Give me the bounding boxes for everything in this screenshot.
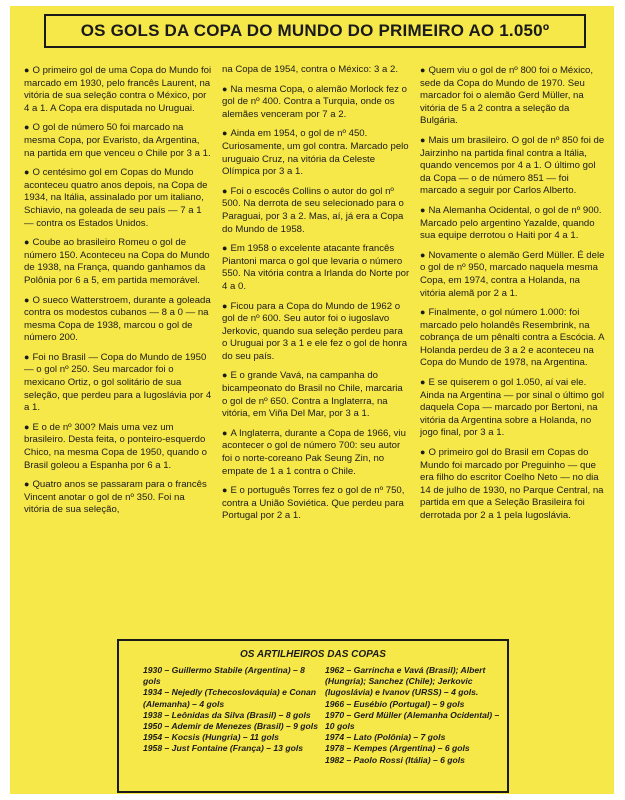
bullet-icon: ● [24, 122, 30, 133]
paragraph [222, 185, 410, 236]
paragraph-text: Foi no Brasil — Copa do Mundo de 1950 — o gol nº 250. Seu marcador foi o mexicano Ortiz, o gol solitário de sua seleção, que perdeu para a Iugoslávia por 4 a 1. [24, 351, 212, 414]
paragraph-text: Novamente o alemão Gerd Müller. É dele o gol de nº 950, marcado naquela mesma Copa, em 1974, contra a Holanda, na vitória alemã por 2 a 1. [420, 249, 605, 299]
scorer-entry: 1978 – Kempes (Argentina) – 6 gols [325, 743, 470, 754]
paragraph-text: Coube ao brasileiro Romeu o gol de número 150. Aconteceu na Copa do Mundo de 1938, na França, quando ganhamos da Polônia por 6 a 5, em partida memorável. [24, 237, 210, 286]
scorer-entry: 1950 – Ademir de Menezes (Brasil) – 9 gols [143, 721, 318, 732]
bullet-icon: ● [222, 128, 228, 139]
bullet-icon: ● [420, 249, 426, 260]
paragraph-text: Quem viu o gol de nº 800 foi o México, sede da Copa do Mundo de 1970. Seu marcador foi o alemão Gerd Müller, na vitória de 5 a 2 contra a seleção da Bulgária. [420, 65, 593, 127]
top-scorers-left-column [143, 665, 323, 755]
scorer-entry: 1938 – Leônidas da Silva (Brasil) – 8 gols [143, 709, 311, 720]
article-column-2 [222, 64, 410, 529]
bullet-icon: ● [420, 134, 426, 145]
bullet-icon: ● [420, 204, 426, 215]
bullet-icon: ● [24, 167, 30, 178]
paragraph-text: O centésimo gol em Copas do Mundo aconteceu quatro anos depois, na Copa de 1934, na Itália, assinalado por um italiano, Schiavio, na goleada de seu país — 7 a 1 — contra os Estados Unidos. [24, 167, 208, 229]
paragraph-text: Em 1958 o excelente atacante francês Piantoni marca o gol que levaria o número 550. Na vitória contra a Irlanda do Norte por 4 a 0. [222, 243, 410, 292]
paragraph [24, 166, 212, 230]
bullet-icon: ● [24, 237, 30, 248]
bullet-icon: ● [222, 370, 228, 381]
column-continuation: na Copa de 1954, contra o México: 3 a 2. [222, 64, 398, 75]
bullet-icon: ● [420, 447, 426, 458]
paragraph-text: Ficou para a Copa do Mundo de 1962 o gol de nº 600. Seu autor foi o iugoslavo Jerkovic, quando sua seleção perdeu para o Uruguai por 3 a 1 e ele fez o gol de honra do seu país. [222, 300, 408, 362]
bullet-icon: ● [222, 243, 228, 254]
scorer-entry: 1930 – Guillermo Stabile (Argentina) – 8 gols [143, 665, 305, 687]
bullet-icon: ● [420, 65, 426, 75]
paragraph-text: O primeiro gol do Brasil em Copas do Mundo foi marcado por Preguinho — que era filho do escritor Coelho Neto — no dia 14 de julho de 1930, no Parque Central, na partida em que a Seleção Brasileira foi derrotada por 2 a 1 pela Iugoslávia. [420, 447, 604, 521]
paragraph-text: O sueco Watterstroem, durante a goleada contra os modestos cubanos — 8 a 0 — na mesma Copa de 1938, marcou o gol de número 200. [24, 294, 211, 344]
top-scorers-right-column [325, 665, 505, 766]
paragraph [420, 446, 608, 523]
scorer-entry: 1974 – Lato (Polônia) – 7 gols [325, 732, 446, 743]
article-column-1 [24, 64, 212, 529]
paragraph-text: Finalmente, o gol número 1.000: foi marcado pelo holandês Resembrink, na cobrança de um pênalti contra a Escócia. A Holanda perdeu de 3 a 2 e aconteceu na Copa do Mundo de 1978, na Argentina. [420, 307, 604, 369]
paragraph-text: Mais um brasileiro. O gol de nº 850 foi de Jairzinho na partida final contra a Itália, quando vencemos por 4 a 1. O último gol da Copa — o de número 851 — foi marcado a seguir por Carlos Alberto. [420, 134, 605, 197]
article-columns [24, 64, 608, 529]
paragraph-text: A Inglaterra, durante a Copa de 1966, viu acontecer o gol de número 700: seu autor foi o norte-coreano Pak Seung Zin, no empate de 1 a 1 contra o Chile. [222, 427, 406, 477]
scorer-entry: 1958 – Just Fontaine (França) – 13 gols [143, 743, 303, 754]
bullet-icon: ● [222, 427, 228, 438]
bullet-icon: ● [24, 65, 30, 75]
paragraph-text: Ainda em 1954, o gol de nº 450. Curiosamente, um gol contra. Marcado pelo uruguaio Cruz, na vitória da Celeste Olímpica por 3 a 1. [222, 128, 409, 178]
top-scorers-title: OS ARTILHEIROS DAS COPAS [240, 649, 386, 660]
paragraph [222, 242, 410, 293]
scorer-entry: 1970 – Gerd Müller (Alemanha Ocidental) – 10 gols [325, 709, 500, 732]
paragraph [420, 64, 608, 128]
paragraph [420, 376, 608, 440]
paragraph-text: O primeiro gol de uma Copa do Mundo foi marcado em 1930, pelo francês Laurent, na vitória de sua seleção contra o México, por 4 a 1. A Copa era disputada no Uruguai. [24, 65, 212, 114]
bullet-icon: ● [222, 185, 228, 196]
scorer-entry: 1962 – Garrincha e Vavá (Brasil); Albert (Hungria); Sanchez (Chile); Jerkovic (Iugoslávia) e Ivanov (URSS) – 4 gols. [325, 665, 486, 698]
scorer-entry: 1934 – Nejedly (Tchecoslováquia) e Conan (Alemanha) – 4 gols [143, 687, 317, 709]
paragraph [24, 421, 212, 472]
paragraph-text: E o português Torres fez o gol de nº 750, contra a União Soviética. Que perdeu para Portugal por 2 a 1. [222, 485, 405, 522]
paragraph-text: E o grande Vavá, na campanha do bicampeonato do Brasil no Chile, marcaria o gol de nº 650. Contra a Inglaterra, na vitória, em Viña Del Mar, por 3 a 1. [222, 370, 403, 420]
paragraph-text: O gol de número 50 foi marcado na mesma Copa, por Evaristo, da Argentina, na partida em que venceu o Chile por 3 a 1. [24, 122, 211, 159]
paragraph-text: E o de nº 300? Mais uma vez um brasileiro. Desta feita, o ponteiro-esquerdo Chico, na mesma Copa de 1950, quando o Brasil goleou a Espanha por 6 a 1. [24, 421, 207, 471]
paragraph [420, 249, 608, 300]
paragraph [222, 427, 410, 478]
paragraph [222, 83, 410, 122]
scorer-entry: 1982 – Paolo Rossi (Itália) – 6 gols [325, 754, 465, 765]
paragraph [222, 127, 410, 178]
paragraph [24, 478, 212, 517]
page-title: OS GOLS DA COPA DO MUNDO DO PRIMEIRO AO 1.050º [80, 21, 550, 40]
paragraph [420, 204, 608, 243]
paragraph-text: Foi o escocês Collins o autor do gol nº 500. Na derrota de seu selecionado para o Paraguai, por 3 a 2. Mas, aí, já era a Copa do Mundo de 1958. [222, 185, 404, 235]
bullet-icon: ● [420, 307, 426, 318]
paragraph [222, 369, 410, 420]
bullet-icon: ● [222, 83, 228, 94]
paragraph-text: E se quiserem o gol 1.050, aí vai ele. Ainda na Argentina — por sinal o último gol daquela Copa — marcado por Bertoni, na vitória da Argentina sobre a Holanda, no jogo final, por 3 a 1. [420, 377, 604, 439]
paragraph-text: Na Alemanha Ocidental, o gol de nº 900. Marcado pelo argentino Yazalde, quando sua equipe derrotou o Haiti por 4 a 1. [420, 204, 602, 242]
article-column-3 [420, 64, 608, 529]
magazine-page [10, 6, 614, 794]
paragraph [24, 351, 212, 415]
paragraph [222, 484, 410, 523]
paragraph [420, 134, 608, 198]
paragraph [222, 300, 410, 364]
paragraph-text: Na mesma Copa, o alemão Morlock fez o gol de nº 400. Contra a Turquia, onde os alemães venceram por 7 a 2. [222, 83, 407, 120]
bullet-icon: ● [24, 421, 30, 432]
bullet-icon: ● [24, 351, 30, 362]
bullet-icon: ● [420, 377, 426, 388]
scorer-entry: 1954 – Kocsis (Hungria) – 11 gols [143, 732, 279, 743]
scorer-entry: 1966 – Eusébio (Portugal) – 9 gols [325, 698, 465, 709]
paragraph [24, 294, 212, 345]
paragraph [420, 306, 608, 370]
top-scorers-box [117, 639, 509, 793]
bullet-icon: ● [222, 300, 228, 311]
paragraph [24, 121, 212, 160]
paragraph [24, 236, 212, 287]
paragraph [24, 64, 212, 115]
bullet-icon: ● [24, 294, 30, 305]
title-banner [44, 14, 586, 48]
bullet-icon: ● [24, 479, 30, 490]
paragraph-text: Quatro anos se passaram para o francês Vincent anotar o gol de nº 350. Foi na vitória de sua seleção, [24, 479, 207, 516]
bullet-icon: ● [222, 485, 228, 496]
